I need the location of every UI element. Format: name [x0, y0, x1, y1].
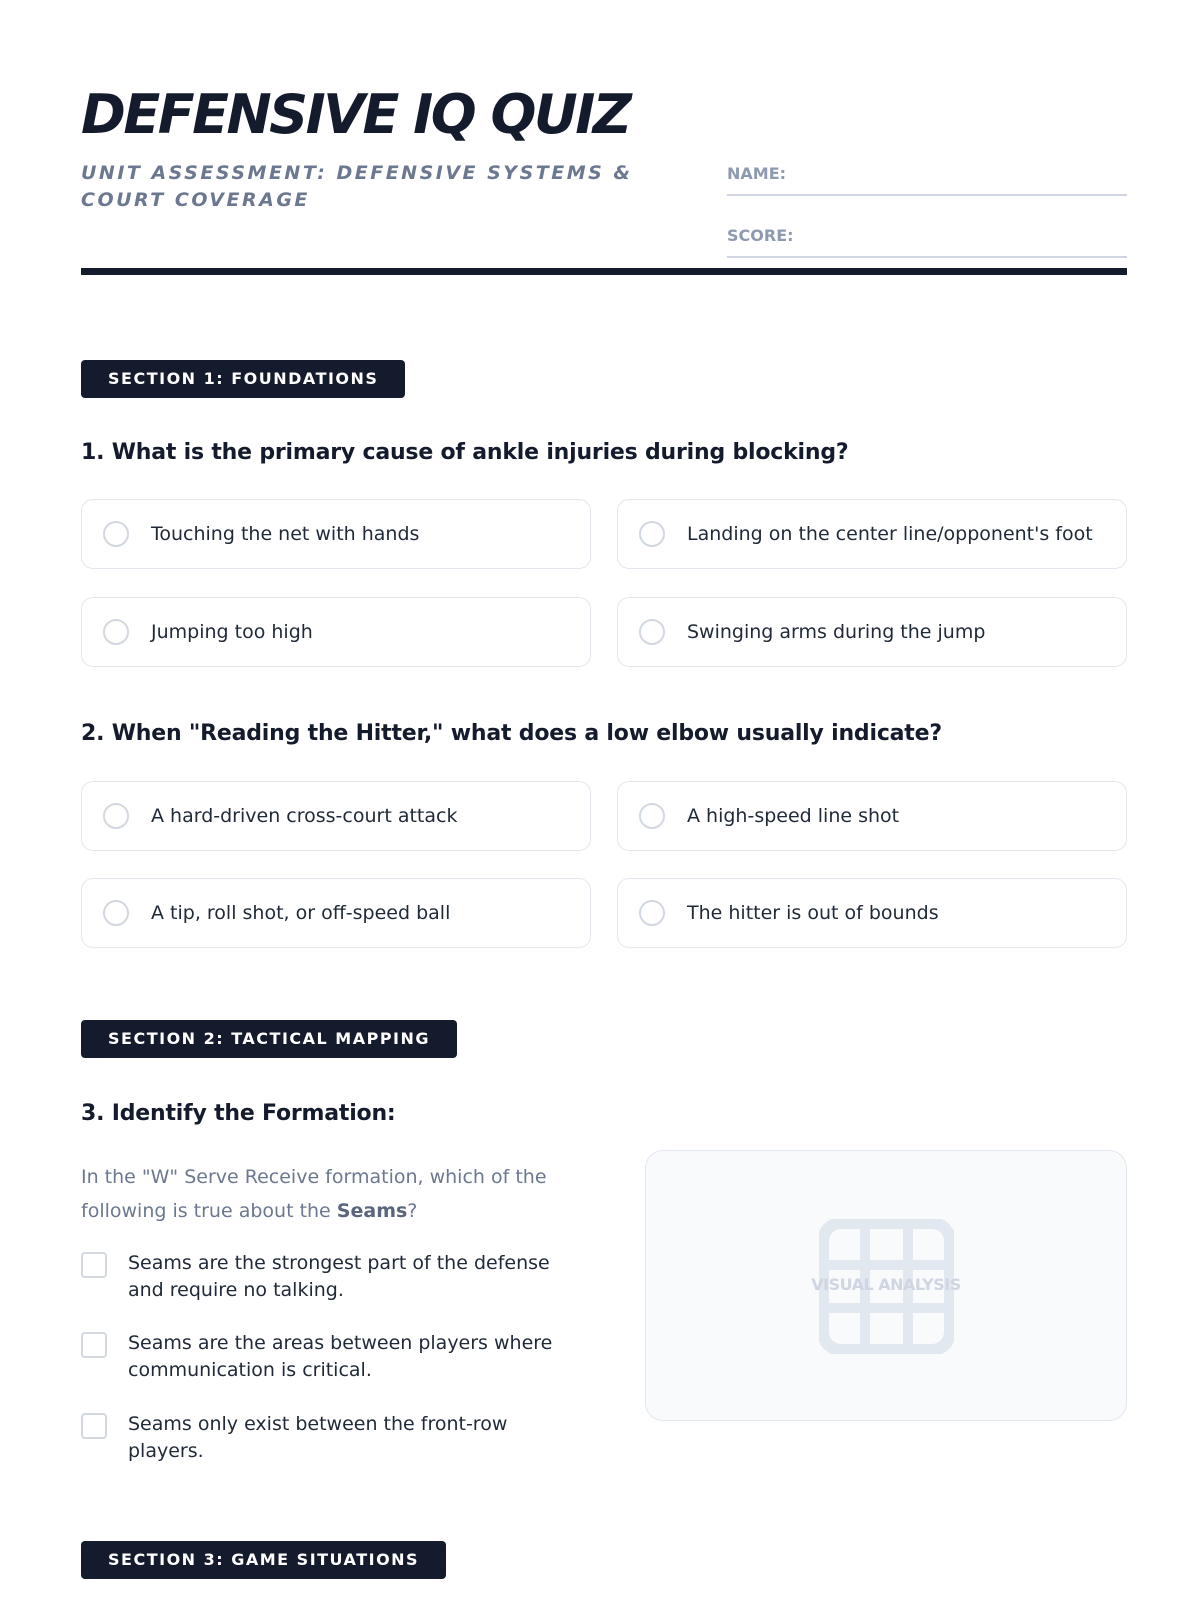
option-label: A hard-driven cross-court attack — [151, 805, 458, 827]
name-label: NAME: — [727, 164, 787, 183]
q2-option-d[interactable] — [617, 878, 1127, 948]
radio-button[interactable] — [103, 619, 129, 645]
section-3-tag: SECTION 3: GAME SITUATIONS — [81, 1541, 446, 1579]
score-label: SCORE: — [727, 226, 794, 245]
radio-button[interactable] — [103, 803, 129, 829]
question-3-description — [81, 1160, 581, 1228]
option-label: A high-speed line shot — [687, 805, 900, 827]
q1-option-d[interactable] — [617, 597, 1127, 667]
option-label: The hitter is out of bounds — [687, 902, 939, 924]
option-label: A tip, roll shot, or off-speed ball — [151, 902, 451, 924]
q3-option-a[interactable] — [81, 1250, 581, 1304]
option-label: Seams only exist between the front-row players. — [128, 1413, 508, 1462]
desc-emphasis: Seams — [336, 1200, 408, 1222]
header-divider — [81, 268, 1127, 275]
section-2-tag: SECTION 2: TACTICAL MAPPING — [81, 1020, 457, 1058]
option-label: Landing on the center line/opponent's foot — [687, 523, 1093, 545]
question-1: 1. What is the primary cause of ankle injuries during blocking? — [81, 440, 849, 465]
quiz-header — [81, 80, 1127, 276]
question-3: 3. Identify the Formation: — [81, 1101, 396, 1126]
radio-button[interactable] — [103, 521, 129, 547]
section-1-tag: SECTION 1: FOUNDATIONS — [81, 360, 405, 398]
option-label: Seams are the areas between players where communication is critical. — [128, 1332, 553, 1381]
radio-button[interactable] — [639, 521, 665, 547]
radio-button[interactable] — [103, 900, 129, 926]
q3-option-c[interactable] — [81, 1411, 581, 1465]
option-label: Seams are the strongest part of the defense and require no talking. — [128, 1252, 550, 1301]
q3-option-b[interactable] — [81, 1330, 581, 1384]
page-title: DEFENSIVE IQ QUIZ — [81, 83, 630, 146]
q1-option-c[interactable] — [81, 597, 591, 667]
desc-text: In the "W" Serve Receive formation, which of the following is true about the — [81, 1166, 547, 1222]
option-label: Jumping too high — [151, 621, 313, 643]
question-2: 2. When "Reading the Hitter," what does a low elbow usually indicate? — [81, 721, 942, 746]
checkbox[interactable] — [81, 1252, 107, 1278]
visual-analysis-panel — [645, 1150, 1127, 1421]
radio-button[interactable] — [639, 900, 665, 926]
checkbox[interactable] — [81, 1332, 107, 1358]
q1-option-a[interactable] — [81, 499, 591, 569]
radio-button[interactable] — [639, 619, 665, 645]
radio-button[interactable] — [639, 803, 665, 829]
score-field[interactable] — [727, 222, 1127, 258]
visual-analysis-label: VISUAL ANALYSIS — [811, 1275, 961, 1294]
page-subtitle: UNIT ASSESSMENT: DEFENSIVE SYSTEMS & COURT COVERAGE — [81, 162, 633, 211]
option-label: Touching the net with hands — [151, 523, 420, 545]
q2-option-a[interactable] — [81, 781, 591, 851]
name-field[interactable] — [727, 160, 1127, 196]
q1-option-b[interactable] — [617, 499, 1127, 569]
desc-text-end: ? — [407, 1200, 418, 1222]
checkbox[interactable] — [81, 1413, 107, 1439]
option-label: Swinging arms during the jump — [687, 621, 986, 643]
q2-option-c[interactable] — [81, 878, 591, 948]
q2-option-b[interactable] — [617, 781, 1127, 851]
